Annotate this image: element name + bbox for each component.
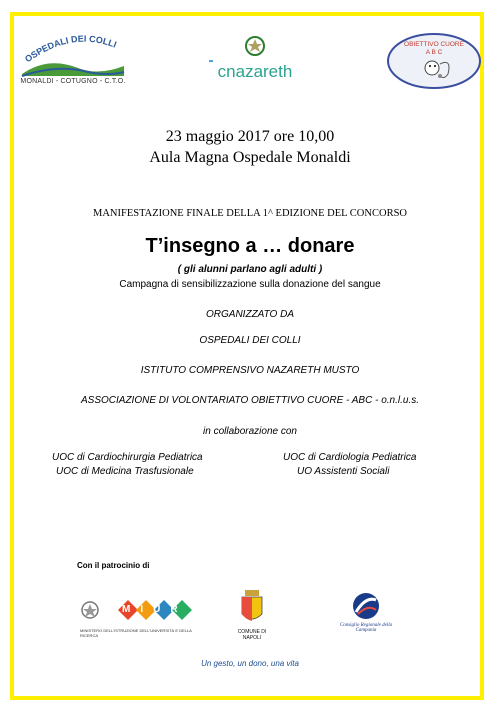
ospedali-dei-colli-logo: [18, 28, 128, 90]
manifest-heading: MANIFESTAZIONE FINALE DELLA 1^ EDIZIONE DEL CONCORSO: [92, 208, 407, 219]
campania-caption: Consiglio Regionale della Campania: [339, 623, 393, 633]
miur-logo-letters: MIUR: [122, 604, 188, 615]
tagline: Un gesto, un dono, una vita: [201, 659, 299, 668]
campania-emblem-icon: [330, 592, 402, 622]
collaborator-item: UO Assistenti Sociali: [297, 466, 390, 477]
svg-text:OSPEDALI DEI COLLI: [23, 34, 118, 65]
miur-logo: [80, 590, 202, 638]
patronage-label: Con il patrocinio di: [77, 561, 150, 570]
napoli-crest-icon: [228, 588, 276, 628]
comune-napoli-logo: [228, 588, 276, 641]
ospedali-logo-name: OSPEDALI DEI COLLI: [23, 33, 118, 65]
abc-logo-line2: A B C: [425, 49, 443, 56]
ospedali-logo-subtitle: MONALDI - COTUGNO - C.T.O.: [20, 78, 126, 85]
organizer-item: ASSOCIAZIONE DI VOLONTARIATO OBIETTIVO CUORE - ABC - o.n.l.u.s.: [80, 395, 420, 406]
collaboration-label: in collaborazione con: [203, 426, 297, 437]
event-date: 23 maggio 2017 ore 10,00: [165, 128, 335, 145]
page-title: T’insegno a … donare: [145, 235, 355, 257]
event-venue: Aula Magna Ospedale Monaldi: [149, 149, 351, 166]
organized-by-label: ORGANIZZATO DA: [206, 309, 294, 320]
nazareth-logo-text: cnazareth: [217, 62, 293, 81]
campaign-text: Campagna di sensibilizzazione sulla donazione del sangue: [119, 279, 381, 290]
napoli-caption: COMUNE DI NAPOLI: [237, 629, 267, 641]
abc-logo-line1: OBIETTIVO CUORE: [404, 41, 464, 48]
obiettivo-cuore-logo: [386, 32, 482, 90]
organizer-item: OSPEDALI DEI COLLI: [199, 335, 301, 346]
campania-council-logo: [330, 592, 402, 638]
collaborator-item: UOC di Medicina Trasfusionale: [56, 466, 194, 477]
collaborator-item: UOC di Cardiochirurgia Pediatrica: [52, 452, 203, 463]
subtitle: ( gli alunni parlano agli adulti ): [177, 264, 323, 275]
italy-emblem-icon: [205, 34, 305, 62]
organizer-item: ISTITUTO COMPRENSIVO NAZARETH MUSTO: [140, 365, 360, 376]
collaborator-item: UOC di Cardiologia Pediatrica: [283, 452, 417, 463]
miur-caption: MINISTERO DELL'ISTRUZIONE DELL'UNIVERSITÀ E DELLA RICERCA: [80, 628, 192, 638]
nazareth-logo: [205, 34, 305, 84]
